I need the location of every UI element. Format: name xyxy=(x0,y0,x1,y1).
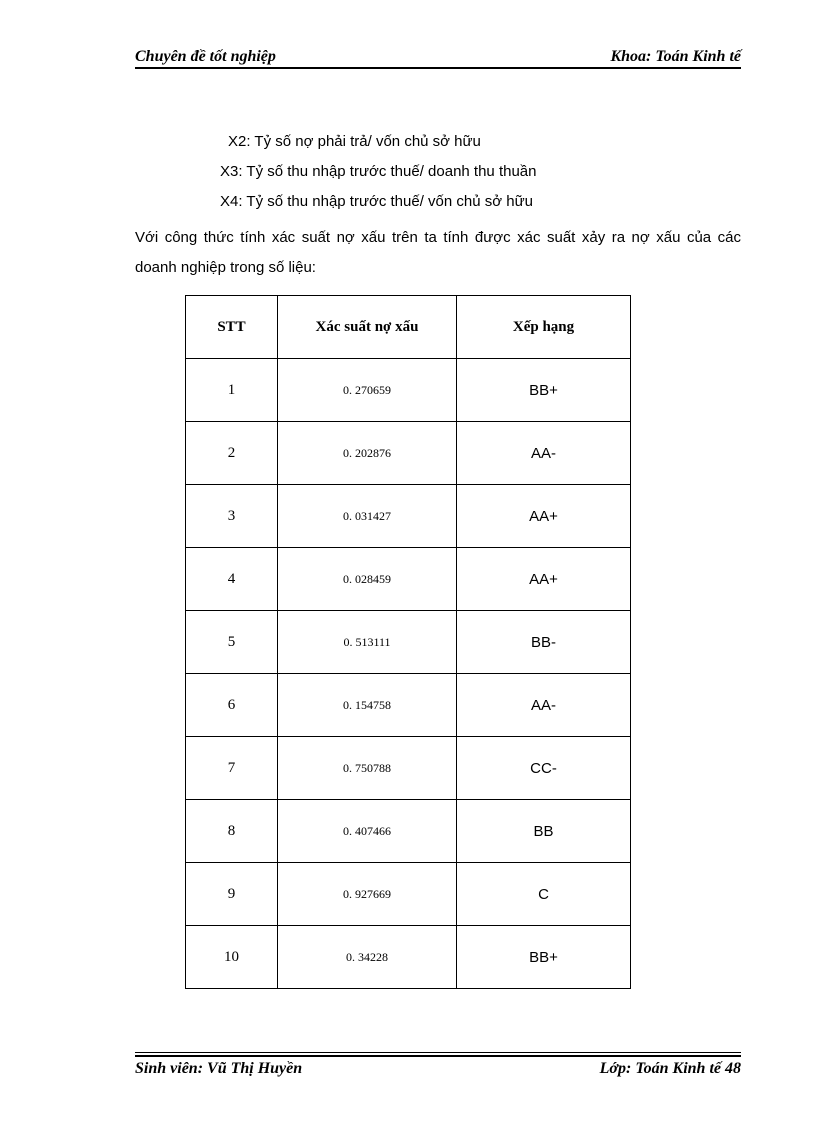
footer-rule-thin xyxy=(135,1052,741,1053)
cell-stt: 8 xyxy=(186,800,278,863)
cell-stt: 5 xyxy=(186,611,278,674)
cell-stt: 7 xyxy=(186,737,278,800)
cell-probability: 0. 202876 xyxy=(278,422,457,485)
cell-stt: 2 xyxy=(186,422,278,485)
footer-student: Sinh viên: Vũ Thị Huyền xyxy=(135,1060,303,1077)
table-row xyxy=(186,548,631,611)
footer-class: Lớp: Toán Kinh tế 48 xyxy=(599,1060,741,1077)
table-row xyxy=(186,674,631,737)
header-stt: STT xyxy=(186,296,278,359)
table-row xyxy=(186,359,631,422)
cell-stt: 4 xyxy=(186,548,278,611)
cell-probability: 0. 407466 xyxy=(278,800,457,863)
cell-rank: AA+ xyxy=(457,548,631,611)
cell-rank: AA- xyxy=(457,674,631,737)
cell-probability: 0. 513111 xyxy=(278,611,457,674)
header-probability: Xác suất nợ xấu xyxy=(278,296,457,359)
table-row xyxy=(186,926,631,989)
table-row xyxy=(186,485,631,548)
table-header-row xyxy=(186,296,631,359)
cell-rank: AA- xyxy=(457,422,631,485)
page-header xyxy=(135,46,741,66)
table-row xyxy=(186,863,631,926)
cell-stt: 6 xyxy=(186,674,278,737)
variable-x3: X3: Tỷ số thu nhập trước thuế/ doanh thu thuần xyxy=(220,163,537,180)
variable-x4: X4: Tỷ số thu nhập trước thuế/ vốn chủ sở hữu xyxy=(220,193,533,210)
header-title: Chuyên đề tốt nghiệp xyxy=(135,48,276,65)
cell-rank: C xyxy=(457,863,631,926)
header-department: Khoa: Toán Kinh tế xyxy=(610,48,741,65)
header-rank: Xếp hạng xyxy=(457,296,631,359)
cell-probability: 0. 750788 xyxy=(278,737,457,800)
cell-stt: 10 xyxy=(186,926,278,989)
header-rule xyxy=(135,67,741,69)
cell-rank: BB- xyxy=(457,611,631,674)
cell-probability: 0. 34228 xyxy=(278,926,457,989)
cell-rank: AA+ xyxy=(457,485,631,548)
cell-probability: 0. 028459 xyxy=(278,548,457,611)
cell-rank: BB xyxy=(457,800,631,863)
cell-probability: 0. 154758 xyxy=(278,674,457,737)
cell-rank: BB+ xyxy=(457,359,631,422)
page-footer xyxy=(135,1058,741,1078)
cell-stt: 3 xyxy=(186,485,278,548)
probability-table xyxy=(185,295,631,989)
cell-rank: CC- xyxy=(457,737,631,800)
table-row xyxy=(186,800,631,863)
variable-x2: X2: Tỷ số nợ phải trả/ vốn chủ sở hữu xyxy=(228,133,481,150)
table-row xyxy=(186,611,631,674)
cell-probability: 0. 031427 xyxy=(278,485,457,548)
body-paragraph: Với công thức tính xác suất nợ xấu trên ta tính được xác suất xảy ra nợ xấu của các doanh nghiệp trong số liệu: xyxy=(135,229,741,276)
cell-stt: 9 xyxy=(186,863,278,926)
cell-probability: 0. 270659 xyxy=(278,359,457,422)
table-row xyxy=(186,422,631,485)
cell-probability: 0. 927669 xyxy=(278,863,457,926)
cell-rank: BB+ xyxy=(457,926,631,989)
footer-rule-thick xyxy=(135,1055,741,1057)
table-row xyxy=(186,737,631,800)
cell-stt: 1 xyxy=(186,359,278,422)
